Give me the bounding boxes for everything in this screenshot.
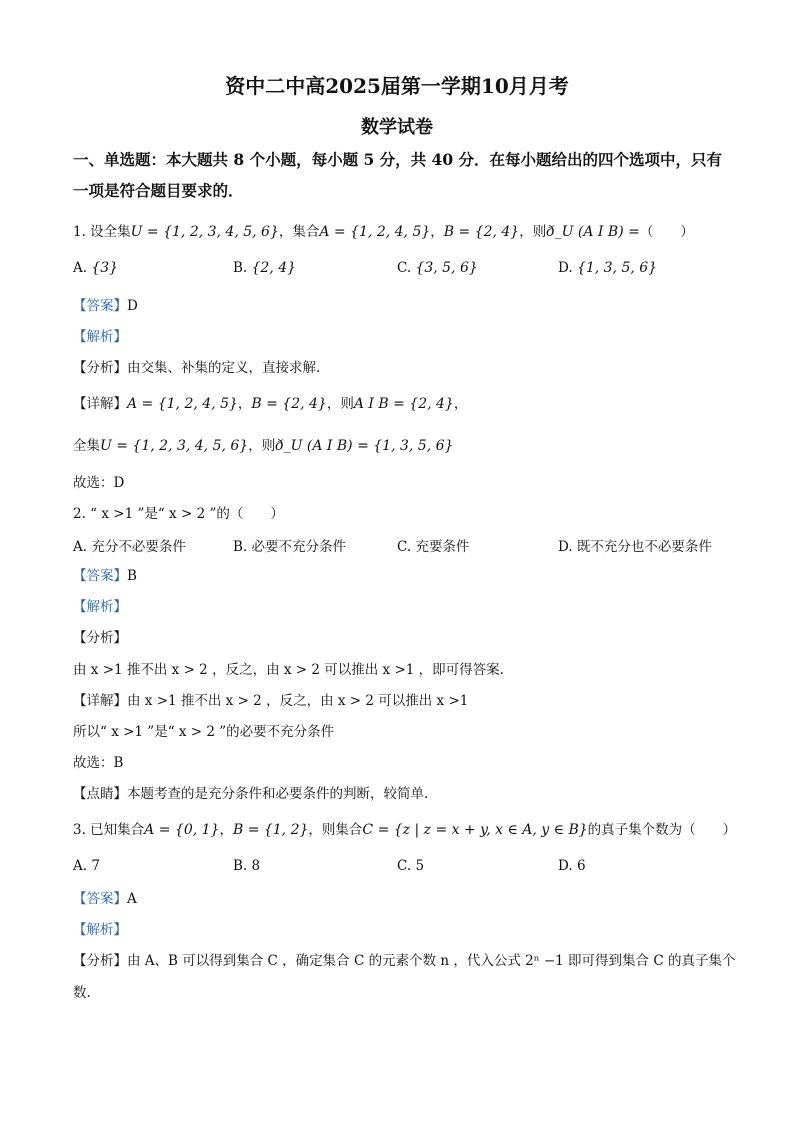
- q2-option-d: D. 既不充分也不必要条件: [558, 539, 712, 555]
- q2-option-c: C. 充要条件: [397, 539, 470, 555]
- q1-detail-line2: 全集U = {1, 2, 3, 4, 5, 6}，则ð_U (A I B) = {1, 3, 5, 6}: [73, 438, 454, 454]
- q1-stem: 1. 设全集U = {1, 2, 3, 4, 5, 6}，集合A = {1, 2, 4, 5}，B = {2, 4}，则ð_U (A I B) =（ ）: [73, 224, 694, 240]
- q1-option-d: D. {1, 3, 5, 6}: [558, 260, 658, 276]
- q3-answer: 【答案】A: [73, 891, 137, 907]
- q3-fenxi-line2: 数.: [73, 985, 91, 1001]
- q3-stem: 3. 已知集合A = {0, 1}，B = {1, 2}，则集合C = {z | z = x + y, x ∈ A, y ∈ B}的真子集个数为（ ）: [73, 822, 737, 838]
- q1-fenxi: 【分析】由交集、补集的定义，直接求解.: [73, 360, 321, 376]
- q1-detail-line1: 【详解】A = {1, 2, 4, 5}，B = {2, 4}，则A I B = {2, 4}，: [73, 396, 468, 412]
- q2-analysis-tag: 【解析】: [73, 599, 127, 615]
- q2-fenxi: 由 x >1 推不出 x > 2 ，反之，由 x > 2 可以推出 x >1 ，即可得答案.: [73, 662, 504, 678]
- q1-option-c: C. {3, 5, 6}: [397, 260, 478, 276]
- q1-analysis-tag: 【解析】: [73, 329, 127, 345]
- math-B: B = {2, 4}: [443, 224, 520, 240]
- q2-detail-line1: 【详解】由 x >1 推不出 x > 2 ，反之，由 x > 2 可以推出 x >1: [73, 693, 469, 709]
- q3-option-d: D. 6: [558, 858, 586, 874]
- q3-option-b: B. 8: [233, 858, 261, 874]
- q2-dianjing: 【点睛】本题考查的是充分条件和必要条件的判断，较简单.: [73, 786, 429, 802]
- math-U: U = {1, 2, 3, 4, 5, 6}: [130, 224, 279, 240]
- math-A: A = {1, 2, 4, 5}: [319, 224, 431, 240]
- q2-option-b: B. 必要不充分条件: [233, 539, 347, 555]
- q2-choose: 故选：B: [73, 755, 124, 771]
- q2-answer: 【答案】B: [73, 568, 137, 584]
- page-title: 资中二中高2025届第一学期10月月考: [225, 74, 569, 98]
- q3-fenxi-line1: 【分析】由 A、B 可以得到集合 C ，确定集合 C 的元素个数 n ，代入公式 2ⁿ −1 即可得到集合 C 的真子集个: [73, 953, 736, 969]
- q3-option-c: C. 5: [397, 858, 425, 874]
- q3-option-a: A. 7: [73, 858, 100, 874]
- q1-option-b: B. {2, 4}: [233, 260, 297, 276]
- math-complement: ð_U (A I B) =: [546, 224, 640, 240]
- q2-detail-line2: 所以“ x >1 ”是“ x > 2 ”的必要不充分条件: [73, 724, 335, 740]
- section-heading-line1: 一、单选题：本大题共 8 个小题，每小题 5 分，共 40 分．在每小题给出的四个选项中，只有: [73, 150, 723, 169]
- q2-stem: 2. “ x >1 ”是“ x > 2 ”的（ ）: [73, 506, 284, 522]
- q2-fenxi-tag: 【分析】: [73, 630, 127, 646]
- q2-option-a: A. 充分不必要条件: [73, 539, 186, 555]
- q1-option-a: A. {3}: [73, 260, 119, 276]
- page-subtitle: 数学试卷: [361, 117, 433, 138]
- section-heading-line2: 一项是符合题目要求的．: [73, 181, 244, 200]
- q1-choose: 故选：D: [73, 475, 125, 491]
- q3-analysis-tag: 【解析】: [73, 922, 127, 938]
- q1-answer: 【答案】D: [73, 298, 138, 314]
